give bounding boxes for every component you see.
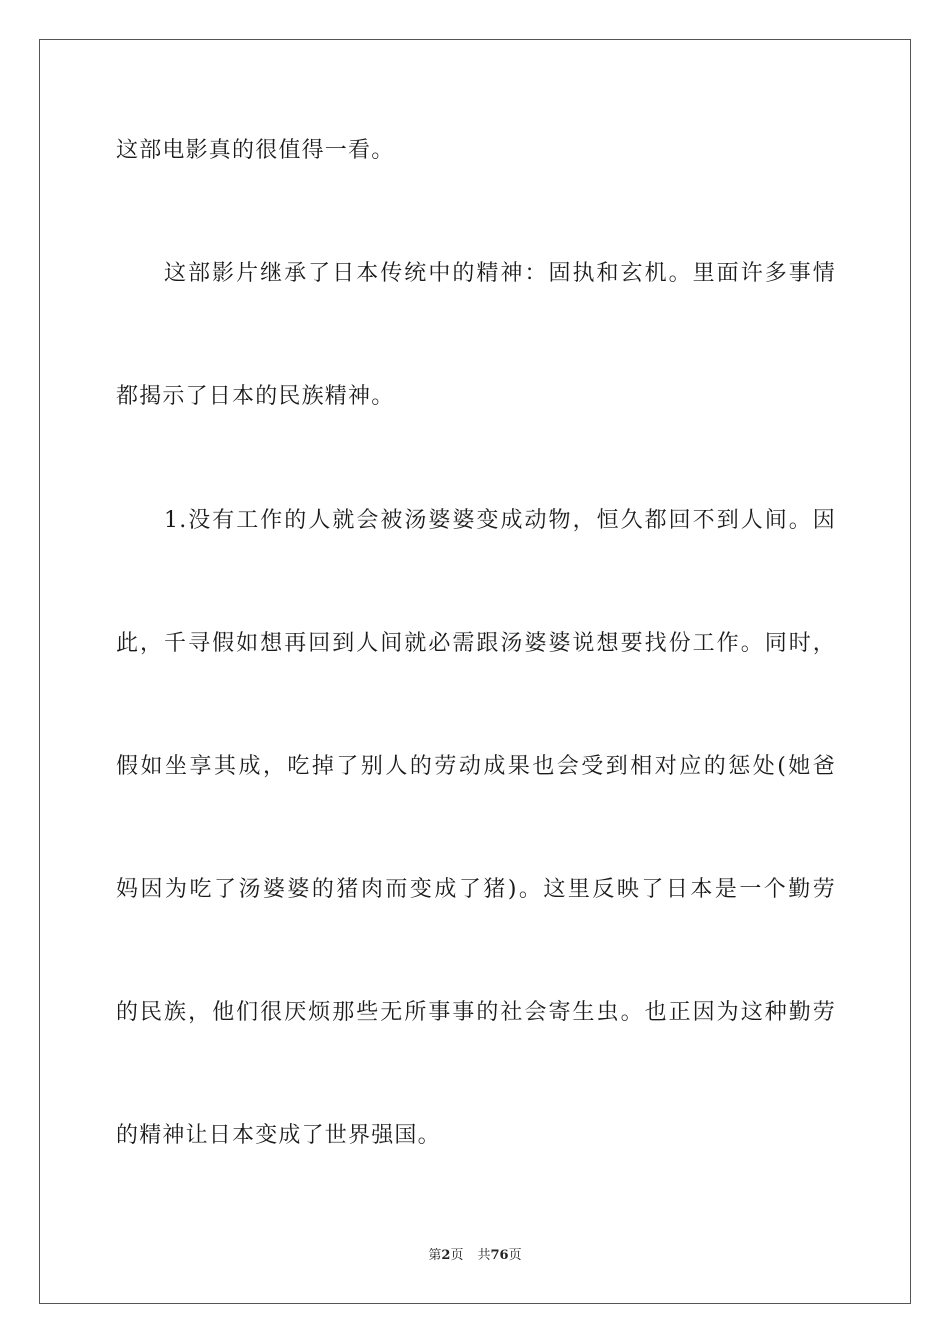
text-line-7: 妈因为吃了汤婆婆的猪肉而变成了猪)。这里反映了日本是一个勤劳 [116, 877, 836, 902]
text-line-9: 的精神让日本变成了世界强国。 [116, 1123, 441, 1148]
page-prefix: 第 [428, 1248, 442, 1263]
text-line-3: 都揭示了日本的民族精神。 [116, 384, 395, 409]
page-suffix: 页 [450, 1248, 464, 1263]
page-number: 2 [441, 1248, 451, 1263]
text-line-6: 假如坐享其成，吃掉了别人的劳动成果也会受到相对应的惩处(她爸 [116, 754, 836, 779]
page-frame [39, 39, 911, 1304]
text-line-1: 这部电影真的很值得一看。 [116, 138, 395, 163]
text-line-5: 此，千寻假如想再回到人间就必需跟汤婆婆说想要找份工作。同时， [116, 631, 836, 656]
text-line-8: 的民族，他们很厌烦那些无所事事的社会寄生虫。也正因为这种勤劳 [116, 1000, 836, 1025]
text-line-2: 这部影片继承了日本传统中的精神：固执和玄机。里面许多事情 [164, 261, 836, 286]
total-prefix: 共 [477, 1248, 491, 1263]
total-suffix: 页 [508, 1248, 522, 1263]
text-line-4: 1.没有工作的人就会被汤婆婆变成动物，恒久都回不到人间。因 [164, 508, 836, 533]
page-footer [0, 1247, 950, 1265]
total-pages: 76 [490, 1248, 509, 1263]
